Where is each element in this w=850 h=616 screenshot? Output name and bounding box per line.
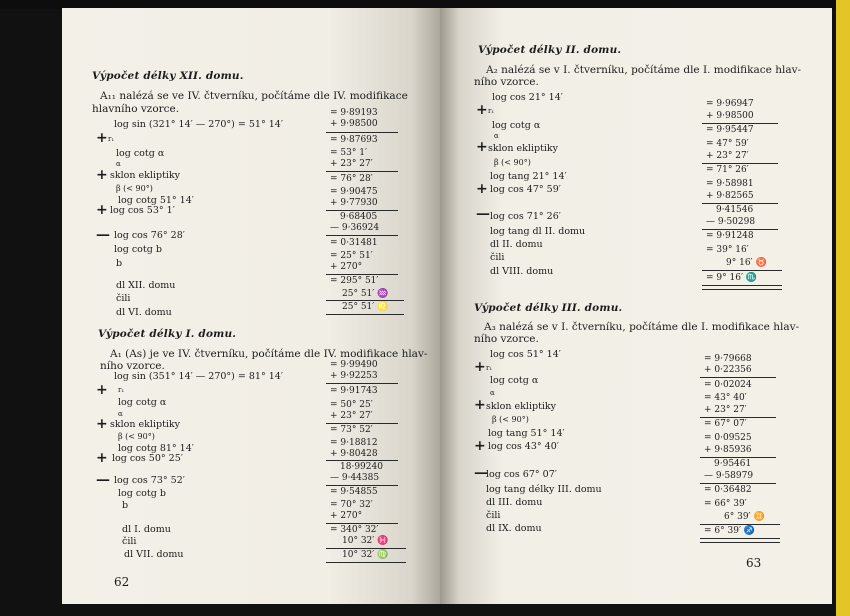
calc-label: β (< 90°): [118, 432, 155, 441]
minus-sign: —: [476, 206, 490, 222]
calc-value: = 0·36482: [704, 485, 752, 495]
page-63: [440, 8, 832, 604]
calc-value: + 270°: [330, 511, 363, 521]
calc-label: log sin (321° 14′ — 270°) = 51° 14′: [114, 119, 283, 130]
calc-label: log tang dl II. domu: [490, 226, 586, 237]
double-rule: [700, 538, 780, 543]
calc-label: β (< 90°): [492, 415, 529, 424]
calc-value: = 0·02024: [704, 380, 752, 390]
calc-value: = 53° 1′: [330, 148, 367, 158]
calc-label: čili: [486, 510, 501, 521]
rule: [326, 132, 398, 133]
calc-label: čili: [490, 252, 505, 263]
rule: [326, 562, 406, 563]
rule: [702, 270, 782, 271]
calc-label: dl I. domu: [122, 524, 171, 535]
rule: [702, 163, 778, 164]
calc-value: = 9·91248: [706, 231, 754, 241]
calc-value: = 25° 51′: [330, 251, 373, 261]
minus-sign: —: [96, 227, 110, 243]
calc-value: + 9·85936: [704, 445, 752, 455]
rule: [326, 210, 398, 211]
calc-value: = 9·90475: [330, 187, 378, 197]
minus-sign: —: [96, 472, 110, 488]
page-number: 63: [746, 556, 762, 570]
rule: [700, 483, 776, 484]
calc-value: + 9·98500: [330, 119, 378, 129]
calc-value: = 9° 16′ ♏: [706, 273, 758, 283]
plus-sign: +: [476, 102, 488, 118]
plus-sign: +: [96, 416, 108, 432]
book-edge-strip: [836, 0, 850, 616]
rule: [702, 203, 778, 204]
calc-label: log cotg 81° 14′: [118, 443, 194, 454]
rule: [702, 229, 778, 230]
plus-sign: +: [474, 438, 486, 454]
rule: [700, 417, 776, 418]
calc-label: log cos 47° 59′: [490, 184, 561, 195]
calc-value: 25° 51′ ♌: [342, 302, 389, 312]
calc-label: log cos 76° 28′: [114, 230, 185, 241]
calc-label: dl II. domu: [490, 239, 543, 250]
calc-label: log cos 51° 14′: [490, 349, 561, 360]
calc-value: + 9·82565: [706, 191, 754, 201]
paragraph-line: A₂ nalézá se v I. čtverníku, počítáme dle I. modifikace hlav-: [486, 64, 802, 76]
calc-label: β (< 90°): [494, 158, 531, 167]
calc-value: — 9·44385: [330, 473, 380, 483]
calc-value: = 0·31481: [330, 238, 378, 248]
calc-value: + 270°: [330, 262, 363, 272]
calc-value: = 67° 07′: [704, 419, 747, 429]
rule: [326, 235, 398, 236]
calc-value: = 66° 39′: [704, 499, 747, 509]
calc-value: + 9·80428: [330, 449, 378, 459]
calc-label: log cotg b: [118, 488, 166, 499]
calc-value: + 23° 27′: [704, 405, 747, 415]
calc-label: log cotg α: [116, 148, 165, 159]
calc-label: α: [116, 160, 121, 168]
calc-label: log cotg α: [490, 375, 539, 386]
calc-value: = 340° 32′: [330, 525, 379, 535]
calc-value: 9° 16′ ♉: [726, 258, 767, 268]
calc-label: r₁: [486, 364, 493, 372]
calc-label: čili: [116, 293, 131, 304]
calc-value: = 76° 28′: [330, 174, 373, 184]
calc-value: 25° 51′ ♒: [342, 289, 389, 299]
paragraph-line: ního vzorce.: [474, 76, 539, 88]
calc-label: dl IX. domu: [486, 523, 542, 534]
paragraph-line: A₁ (As) je ve IV. čtverníku, počítáme dle IV. modifikace hlav-: [110, 348, 428, 360]
calc-value: + 9·77930: [330, 198, 378, 208]
calc-label: b: [116, 258, 123, 269]
calc-value: = 9·99490: [330, 360, 378, 370]
calc-label: sklon ekliptiky: [110, 170, 181, 181]
calc-value: + 23° 27′: [330, 411, 373, 421]
calc-value: + 23° 27′: [706, 151, 749, 161]
calc-value: = 9·89193: [330, 108, 378, 118]
rule: [326, 523, 398, 524]
plus-sign: +: [96, 130, 108, 146]
paragraph-line: A₁₁ nalézá se ve IV. čtverníku, počítáme dle IV. modifikace: [100, 90, 408, 102]
calc-value: 6° 39′ ♊: [724, 512, 765, 522]
calc-label: log cos 71° 26′: [490, 211, 561, 222]
plus-sign: +: [96, 382, 108, 398]
calc-label: log cotg α: [118, 397, 167, 408]
paragraph-line: ního vzorce.: [474, 333, 539, 345]
rule: [326, 548, 406, 549]
calc-value: + 9·92253: [330, 371, 378, 381]
calc-value: = 47° 59′: [706, 139, 749, 149]
calc-value: 18·99240: [340, 462, 383, 472]
page-number: 62: [114, 575, 130, 589]
rule: [326, 300, 404, 301]
calc-label: čili: [122, 536, 137, 547]
plus-sign: +: [474, 359, 486, 375]
calc-value: + 0·22356: [704, 365, 752, 375]
page-62: [62, 8, 442, 604]
rule: [326, 171, 398, 172]
calc-value: = 9·96947: [706, 99, 754, 109]
calc-value: = 6° 39′ ♐: [704, 526, 756, 536]
calc-value: — 9·36924: [330, 223, 380, 233]
calc-label: log cotg α: [492, 120, 541, 131]
calc-label: log cos 50° 25′: [112, 453, 183, 464]
plus-sign: +: [96, 202, 108, 218]
rule: [326, 274, 398, 275]
heading-iii-domu: Výpočet délky III. domu.: [474, 302, 623, 314]
calc-value: = 73° 52′: [330, 425, 373, 435]
calc-value: 9·68405: [340, 212, 378, 222]
calc-label: β (< 90°): [116, 184, 153, 193]
calc-value: = 9·87693: [330, 135, 378, 145]
calc-label: r₁: [108, 135, 115, 143]
paragraph-line: A₃ nalézá se v I. čtverníku, počítáme dle I. modifikace hlav-: [484, 321, 800, 333]
calc-value: = 9·79668: [704, 354, 752, 364]
calc-value: = 43° 40′: [704, 393, 747, 403]
calc-label: b: [122, 500, 129, 511]
calc-label: log cos 21° 14′: [492, 92, 563, 103]
calc-value: = 9·95447: [706, 125, 754, 135]
plus-sign: +: [476, 181, 488, 197]
rule: [700, 524, 780, 525]
heading-ii-domu: Výpočet délky II. domu.: [478, 44, 622, 56]
calc-value: = 50° 25′: [330, 400, 373, 410]
calc-value: 9·41546: [716, 205, 754, 215]
calc-value: 9·95461: [714, 459, 752, 469]
rule: [326, 383, 398, 384]
paragraph-line: hlavního vzorce.: [92, 103, 180, 115]
calc-label: sklon ekliptiky: [488, 143, 559, 154]
calc-label: log cos 53° 1′: [110, 205, 175, 216]
calc-label: dl XII. domu: [116, 280, 176, 291]
calc-value: 10° 32′ ♓: [342, 536, 389, 546]
rule: [700, 457, 776, 458]
rule: [700, 377, 776, 378]
calc-value: 10° 32′ ♍: [342, 550, 389, 560]
rule: [702, 123, 778, 124]
calc-value: + 23° 27′: [330, 159, 373, 169]
plus-sign: +: [96, 450, 108, 466]
paragraph-line: ního vzorce.: [100, 360, 165, 372]
calc-value: = 71° 26′: [706, 165, 749, 175]
calc-label: dl III. domu: [486, 497, 543, 508]
rule: [326, 485, 398, 486]
calc-value: = 9·58981: [706, 179, 754, 189]
calc-value: = 295° 51′: [330, 276, 379, 286]
rule: [326, 314, 404, 315]
calc-label: log tang délky III. domu: [486, 484, 602, 495]
calc-label: log cos 67° 07′: [486, 469, 557, 480]
calc-label: log sin (351° 14′ — 270°) = 81° 14′: [114, 371, 283, 382]
calc-label: log tang 51° 14′: [488, 428, 565, 439]
double-rule: [702, 285, 782, 290]
calc-value: — 9·58979: [704, 471, 754, 481]
calc-label: sklon ekliptiky: [486, 401, 557, 412]
calc-value: = 9·18812: [330, 438, 378, 448]
plus-sign: +: [96, 167, 108, 183]
rule: [326, 460, 398, 461]
calc-label: r₁: [118, 386, 125, 394]
calc-label: log tang 21° 14′: [490, 171, 567, 182]
calc-value: + 9·98500: [706, 111, 754, 121]
calc-label: log cos 73° 52′: [114, 475, 185, 486]
plus-sign: +: [474, 397, 486, 413]
calc-label: sklon ekliptiky: [110, 419, 181, 430]
calc-value: = 39° 16′: [706, 245, 749, 255]
minus-sign: —: [474, 465, 488, 481]
calc-label: log cos 43° 40′: [488, 441, 559, 452]
plus-sign: +: [476, 139, 488, 155]
calc-label: dl VI. domu: [116, 307, 172, 318]
calc-label: α: [118, 410, 123, 418]
rule: [326, 423, 398, 424]
calc-label: log cotg b: [114, 244, 162, 255]
calc-value: = 9·54855: [330, 487, 378, 497]
heading-xii-domu: Výpočet délky XII. domu.: [92, 70, 244, 82]
calc-label: α: [494, 132, 499, 140]
heading-i-domu: Výpočet délky I. domu.: [98, 328, 237, 340]
calc-label: dl VII. domu: [124, 549, 184, 560]
calc-value: — 9·50298: [706, 217, 756, 227]
calc-label: log cotg 51° 14′: [118, 195, 194, 206]
calc-label: r₁: [488, 107, 495, 115]
calc-label: dl VIII. domu: [490, 266, 554, 277]
calc-label: α: [490, 389, 495, 397]
calc-value: = 9·91743: [330, 386, 378, 396]
calc-value: = 0·09525: [704, 433, 752, 443]
calc-value: = 70° 32′: [330, 500, 373, 510]
